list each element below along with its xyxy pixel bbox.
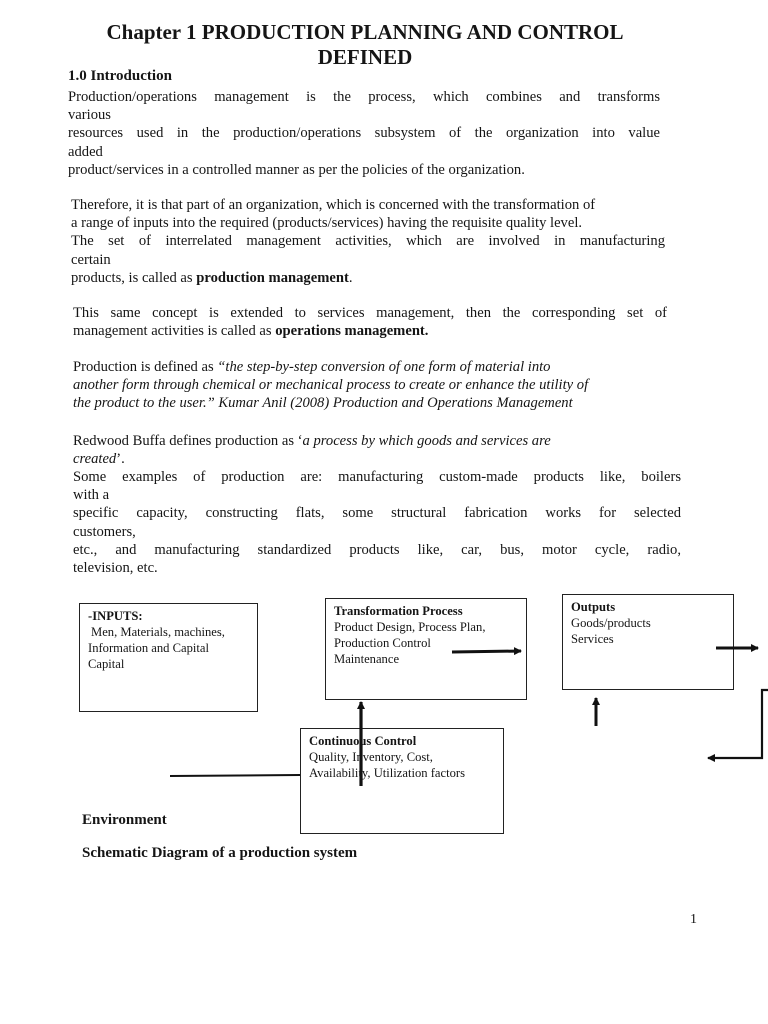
examples-line-5: etc., and manufacturing standardized products like, car, bus, motor cycle, radio, <box>73 541 681 558</box>
transformation-paragraph <box>71 196 665 287</box>
transformation-item: Product Design, Process Plan, <box>334 620 486 634</box>
examples-paragraph <box>73 468 681 577</box>
outputs-item: Services <box>571 632 614 646</box>
feedback-loop-connector <box>708 690 768 758</box>
text-run: products, is called as <box>71 269 197 286</box>
control-item: Availability, Utilization factors <box>309 766 465 780</box>
definition-quote: “the step-by-step conversion of one form of material into <box>217 359 551 375</box>
examples-line-4: customers, <box>73 523 136 540</box>
buffa-line-2 <box>73 450 676 468</box>
definition-line-3: the product to the user.” Kumar Anil (2008) Production and Operations Management <box>73 395 573 412</box>
inputs-line: Capital <box>88 657 125 671</box>
text-run: management activities is called as <box>73 323 276 340</box>
definition-line-1 <box>73 358 673 376</box>
examples-line-2: with a <box>73 487 110 504</box>
transformation-item: Maintenance <box>334 652 400 666</box>
definition-line-2: another form through chemical or mechanical process to create or enhance the utility of <box>73 377 589 394</box>
control-item: Quality, Inventory, Cost, <box>309 750 433 764</box>
transformation-line-2: a range of inputs into the required (products/services) having the requisite quality level. <box>71 215 583 232</box>
text-run: Redwood Buffa defines production as ‘ <box>73 433 303 449</box>
outputs-item: Goods/products <box>571 616 651 630</box>
section-heading: 1.0 Introduction <box>68 68 172 84</box>
text-run: ’. <box>116 451 125 468</box>
intro-line-3: resources used in the production/operations subsystem of the organization into value <box>68 125 660 142</box>
operations-management-term: operations management. <box>275 323 429 340</box>
chapter-title-line-1: Chapter 1 PRODUCTION PLANNING AND CONTROL <box>106 20 624 44</box>
intro-line-1: Production/operations management is the process, which combines and transforms <box>68 89 660 105</box>
control-box <box>300 728 504 834</box>
examples-line-3: specific capacity, constructing flats, some structural fabrication works for selected <box>73 505 681 522</box>
examples-line-6: television, etc. <box>73 560 158 577</box>
services-paragraph <box>73 304 667 340</box>
chapter-title-line-2: DEFINED <box>317 45 413 69</box>
environment-line <box>170 775 300 776</box>
environment-label: Environment <box>82 812 167 828</box>
examples-line-1: Some examples of production are: manufacturing custom-made products like, boilers <box>73 469 681 485</box>
buffa-paragraph <box>73 432 676 468</box>
inputs-heading: -INPUTS: <box>88 609 143 623</box>
transformation-box <box>325 598 527 700</box>
transformation-line-5 <box>71 269 665 287</box>
chapter-title <box>60 20 670 70</box>
text-run: . <box>348 269 353 286</box>
page-number: 1 <box>690 912 697 927</box>
transformation-line-3: The set of interrelated management activities, which are involved in manufacturing <box>71 233 665 250</box>
inputs-line: Men, Materials, machines, <box>91 625 225 639</box>
buffa-line-1 <box>73 432 676 450</box>
services-line-2 <box>73 322 667 340</box>
buffa-quote: a process by which goods and services are <box>302 433 551 449</box>
services-line-1: This same concept is extended to services management, then the corresponding set of <box>73 305 667 321</box>
transformation-line-4: certain <box>71 251 111 268</box>
transformation-line-1: Therefore, it is that part of an organization, which is concerned with the transformation of <box>71 197 596 213</box>
buffa-quote-end: created <box>73 451 117 468</box>
intro-paragraph <box>68 88 660 179</box>
intro-line-4: added <box>68 143 103 160</box>
control-heading: Continuous Control <box>309 734 417 748</box>
diagram-caption: Schematic Diagram of a production system <box>82 845 358 861</box>
production-management-term: production management <box>196 269 349 286</box>
inputs-box <box>79 603 258 712</box>
outputs-box <box>562 594 734 690</box>
inputs-line: Information and Capital <box>88 641 210 655</box>
definition-paragraph <box>73 358 673 413</box>
transformation-heading: Transformation Process <box>334 604 463 618</box>
intro-line-2: various <box>68 107 111 124</box>
transformation-item: Production Control <box>334 636 431 650</box>
outputs-heading: Outputs <box>571 600 616 614</box>
intro-line-5: product/services in a controlled manner as per the policies of the organization. <box>68 161 525 178</box>
text-run: Production is defined as <box>73 359 218 375</box>
